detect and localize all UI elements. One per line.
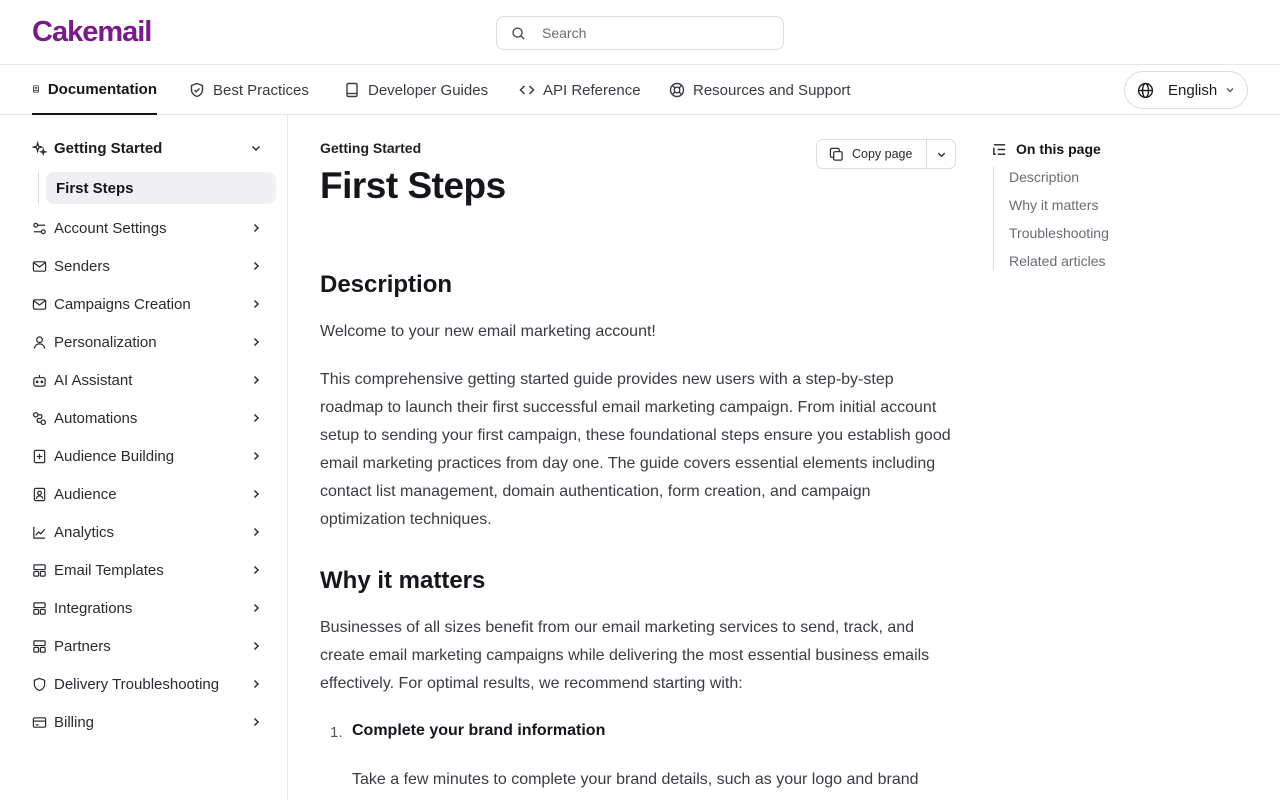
sidebar-item-delivery-troubleshooting[interactable]: Delivery Troubleshooting — [32, 669, 272, 699]
sidebar-item-senders[interactable]: Senders — [32, 251, 272, 281]
workflow-icon — [32, 411, 47, 426]
copy-icon — [829, 147, 844, 162]
chevron-down-icon — [1225, 85, 1235, 95]
why-paragraph: Businesses of all sizes benefit from our email marketing services to send, track, and create email marketing campaigns while delivering the most essential business emails effectively. For optimal results, we recommend starting with: — [320, 619, 930, 692]
chevron-right-icon — [250, 678, 262, 690]
sidebar — [0, 115, 288, 800]
tab-resources-support[interactable]: Resources and Support — [669, 65, 851, 115]
chevron-right-icon — [250, 602, 262, 614]
tab-developer-guides[interactable]: Developer Guides — [344, 65, 488, 115]
toc-link-troubleshooting[interactable]: Troubleshooting — [1009, 225, 1109, 241]
chevron-right-icon — [250, 526, 262, 538]
shield-check-icon — [189, 82, 205, 98]
search-icon — [511, 26, 526, 41]
copy-page-button[interactable]: Copy page — [817, 140, 927, 168]
guide-paragraph: This comprehensive getting started guide provides new users with a step-by-step roadmap to launch their first successful email marketing campaign. From initial account setup to sending your first campaign, these foundational steps ensure you establish good email marketing practices from day one. The guide covers essential elements including contact list management, domain authentication, form creation, and campaign optimization techniques. — [320, 371, 951, 528]
template-icon — [32, 639, 47, 654]
search-input[interactable] — [496, 16, 784, 50]
sidebar-item-partners[interactable]: Partners — [32, 631, 272, 661]
toc-heading: On this page — [992, 139, 1212, 159]
chevron-right-icon — [250, 336, 262, 348]
copy-page-group — [816, 139, 956, 169]
template-icon — [32, 601, 47, 616]
top-tabs — [0, 65, 1280, 115]
sidebar-item-personalization[interactable]: Personalization — [32, 327, 272, 357]
sidebar-item-integrations[interactable]: Integrations — [32, 593, 272, 623]
toc-link-description[interactable]: Description — [1009, 169, 1080, 185]
lifebuoy-icon — [669, 82, 685, 98]
on-this-page — [992, 139, 1212, 269]
submenu-line — [38, 172, 39, 204]
mail-icon — [32, 297, 47, 312]
sidebar-item-billing[interactable]: Billing — [32, 707, 272, 737]
language-selector[interactable] — [1124, 71, 1248, 109]
heading-description: Description — [320, 271, 453, 298]
toc-link-why-it-matters[interactable]: Why it matters — [1009, 197, 1099, 213]
list-indent-icon — [992, 142, 1007, 157]
sidebar-item-first-steps[interactable]: First Steps — [46, 172, 276, 204]
sidebar-item-getting-started[interactable]: Getting Started — [32, 133, 272, 163]
robot-icon — [32, 373, 47, 388]
line-chart-icon — [32, 525, 47, 540]
list-item-text: Take a few minutes to complete your brand details, such as your logo and brand — [352, 771, 919, 788]
sidebar-item-account-settings[interactable]: Account Settings — [32, 213, 272, 243]
contact-icon — [32, 487, 47, 502]
chevron-right-icon — [250, 450, 262, 462]
copy-options-button[interactable] — [927, 140, 955, 168]
chevron-right-icon — [250, 412, 262, 424]
chevron-right-icon — [250, 488, 262, 500]
language-label: English — [1168, 81, 1218, 99]
tab-api-reference[interactable]: API Reference — [519, 65, 641, 115]
page-title: First Steps — [320, 165, 506, 206]
sidebar-item-automations[interactable]: Automations — [32, 403, 272, 433]
list-number: 1. — [330, 724, 343, 741]
chevron-right-icon — [250, 564, 262, 576]
heading-why-it-matters: Why it matters — [320, 567, 486, 594]
code-icon — [519, 82, 535, 98]
sidebar-item-ai-assistant[interactable]: AI Assistant — [32, 365, 272, 395]
tab-documentation[interactable]: Documentation — [32, 65, 157, 115]
chevron-right-icon — [250, 374, 262, 386]
chevron-right-icon — [250, 222, 262, 234]
sidebar-item-campaigns-creation[interactable]: Campaigns Creation — [32, 289, 272, 319]
list-item-title: Complete your brand information — [352, 722, 606, 739]
shield-icon — [32, 677, 47, 692]
user-icon — [32, 335, 47, 350]
toc-line — [993, 167, 994, 271]
sidebar-item-analytics[interactable]: Analytics — [32, 517, 272, 547]
notebook-icon — [344, 82, 360, 98]
sidebar-item-audience[interactable]: Audience — [32, 479, 272, 509]
chevron-down-icon — [250, 142, 262, 154]
sidebar-item-email-templates[interactable]: Email Templates — [32, 555, 272, 585]
chevron-down-icon — [936, 149, 947, 160]
chevron-right-icon — [250, 298, 262, 310]
book-icon — [32, 81, 40, 97]
top-header — [0, 0, 1280, 65]
plus-square-icon — [32, 449, 47, 464]
breadcrumb[interactable]: Getting Started — [320, 140, 422, 156]
cakemail-logo[interactable]: Cakemail — [32, 16, 152, 48]
chevron-right-icon — [250, 716, 262, 728]
globe-icon — [1137, 82, 1154, 99]
search-placeholder: Search — [542, 25, 587, 41]
sidebar-item-audience-building[interactable]: Audience Building — [32, 441, 272, 471]
welcome-text: Welcome to your new email marketing account! — [320, 323, 656, 340]
mail-icon — [32, 259, 47, 274]
settings-sliders-icon — [32, 221, 47, 236]
template-icon — [32, 563, 47, 578]
chevron-right-icon — [250, 260, 262, 272]
toc-link-related-articles[interactable]: Related articles — [1009, 253, 1106, 269]
chevron-right-icon — [250, 640, 262, 652]
credit-card-icon — [32, 715, 47, 730]
sparkles-icon — [32, 141, 47, 156]
tab-best-practices[interactable]: Best Practices — [189, 65, 309, 115]
